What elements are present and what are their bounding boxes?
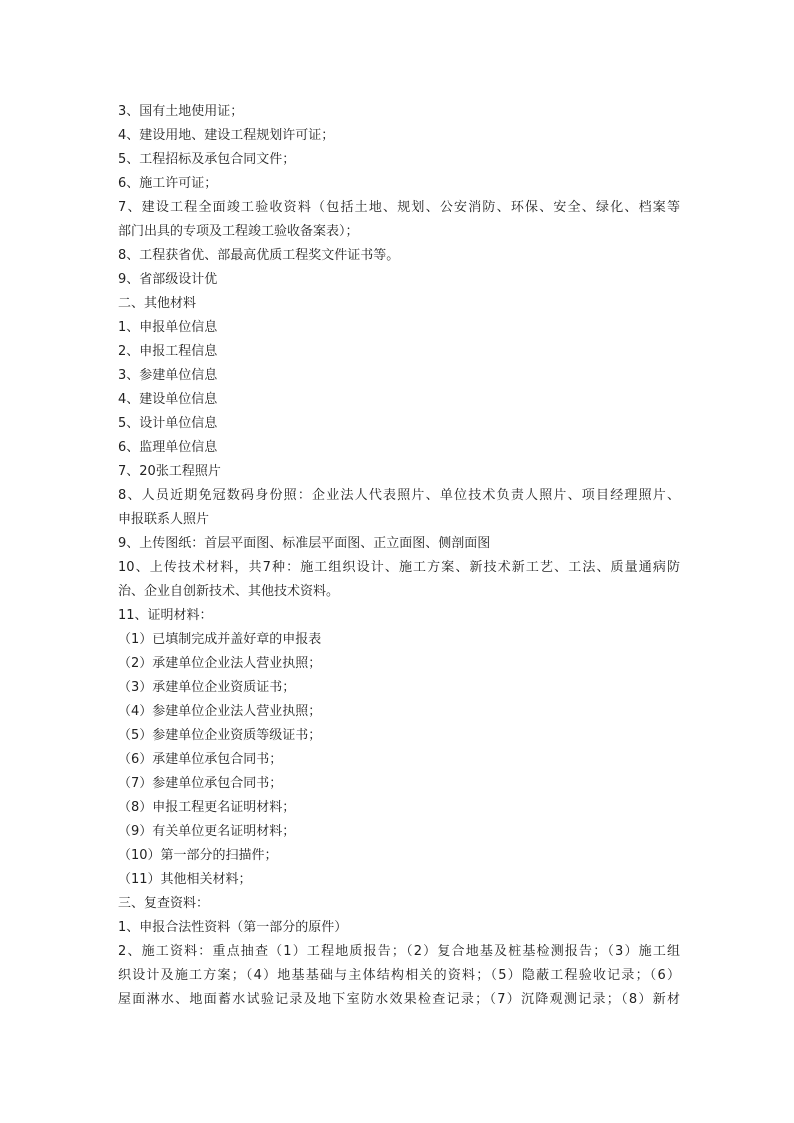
text-line: （10）第一部分的扫描件； <box>118 848 278 863</box>
text-line: 1、申报合法性资料（第一部分的原件） <box>118 920 348 935</box>
text-line: 8、人员近期免冠数码身份照：企业法人代表照片、单位技术负责人照片、项目经理照片、 <box>118 488 680 503</box>
text-line: 3、参建单位信息 <box>118 368 218 383</box>
text-line: （7）参建单位承包合同书； <box>118 776 283 791</box>
text-line: 8、工程获省优、部最高优质工程奖文件证书等。 <box>118 248 400 263</box>
text-line: 4、建设用地、建设工程规划许可证； <box>118 128 335 143</box>
text-line: （8）申报工程更名证明材料； <box>118 800 296 815</box>
text-line: 5、设计单位信息 <box>118 416 218 431</box>
section-heading: 二、其他材料 <box>118 296 197 311</box>
text-line: （4）参建单位企业法人营业执照； <box>118 704 322 719</box>
text-line: （9）有关单位更名证明材料； <box>118 824 296 839</box>
text-line: （2）承建单位企业法人营业执照； <box>118 656 322 671</box>
text-line: 10、上传技术材料，共7种：施工组织设计、施工方案、新技术新工艺、工法、质量通病防 <box>118 560 680 575</box>
text-line: 9、省部级设计优 <box>118 272 218 287</box>
text-line: （3）承建单位企业资质证书； <box>118 680 296 695</box>
document-page <box>118 100 680 1012</box>
text-line: 11、证明材料： <box>118 608 213 623</box>
text-line: （6）承建单位承包合同书； <box>118 752 283 767</box>
text-line: 9、上传图纸：首层平面图、标准层平面图、正立面图、侧剖面图 <box>118 536 491 551</box>
text-line: 4、建设单位信息 <box>118 392 218 407</box>
text-line: 屋面淋水、地面蓄水试验记录及地下室防水效果检查记录；（7）沉降观测记录；（8）新材 <box>118 992 680 1007</box>
text-line: 2、施工资料：重点抽查（1）工程地质报告；（2）复合地基及桩基检测报告；（3）施工组 <box>118 944 680 959</box>
text-line: 2、申报工程信息 <box>118 344 218 359</box>
text-line: 申报联系人照片 <box>118 512 210 527</box>
text-line: （1）已填制完成并盖好章的申报表 <box>118 632 322 647</box>
text-line: 7、20张工程照片 <box>118 464 221 479</box>
text-line: 6、监理单位信息 <box>118 440 218 455</box>
text-line: 6、施工许可证； <box>118 176 218 191</box>
text-line: 部门出具的专项及工程竣工验收备案表）； <box>118 224 359 239</box>
text-line: 治、企业自创新技术、其他技术资料。 <box>118 584 340 599</box>
text-line: 织设计及施工方案；（4）地基基础与主体结构相关的资料；（5）隐蔽工程验收记录；（6） <box>118 968 680 983</box>
text-line: 7、建设工程全面竣工验收资料（包括土地、规划、公安消防、环保、安全、绿化、档案等 <box>118 200 680 215</box>
text-line: （5）参建单位企业资质等级证书； <box>118 728 322 743</box>
text-line: 5、工程招标及承包合同文件； <box>118 152 296 167</box>
text-line: （11）其他相关材料； <box>118 872 252 887</box>
section-heading: 三、复查资料： <box>118 896 210 911</box>
text-line: 1、申报单位信息 <box>118 320 218 335</box>
text-line: 3、国有土地使用证； <box>118 104 244 119</box>
